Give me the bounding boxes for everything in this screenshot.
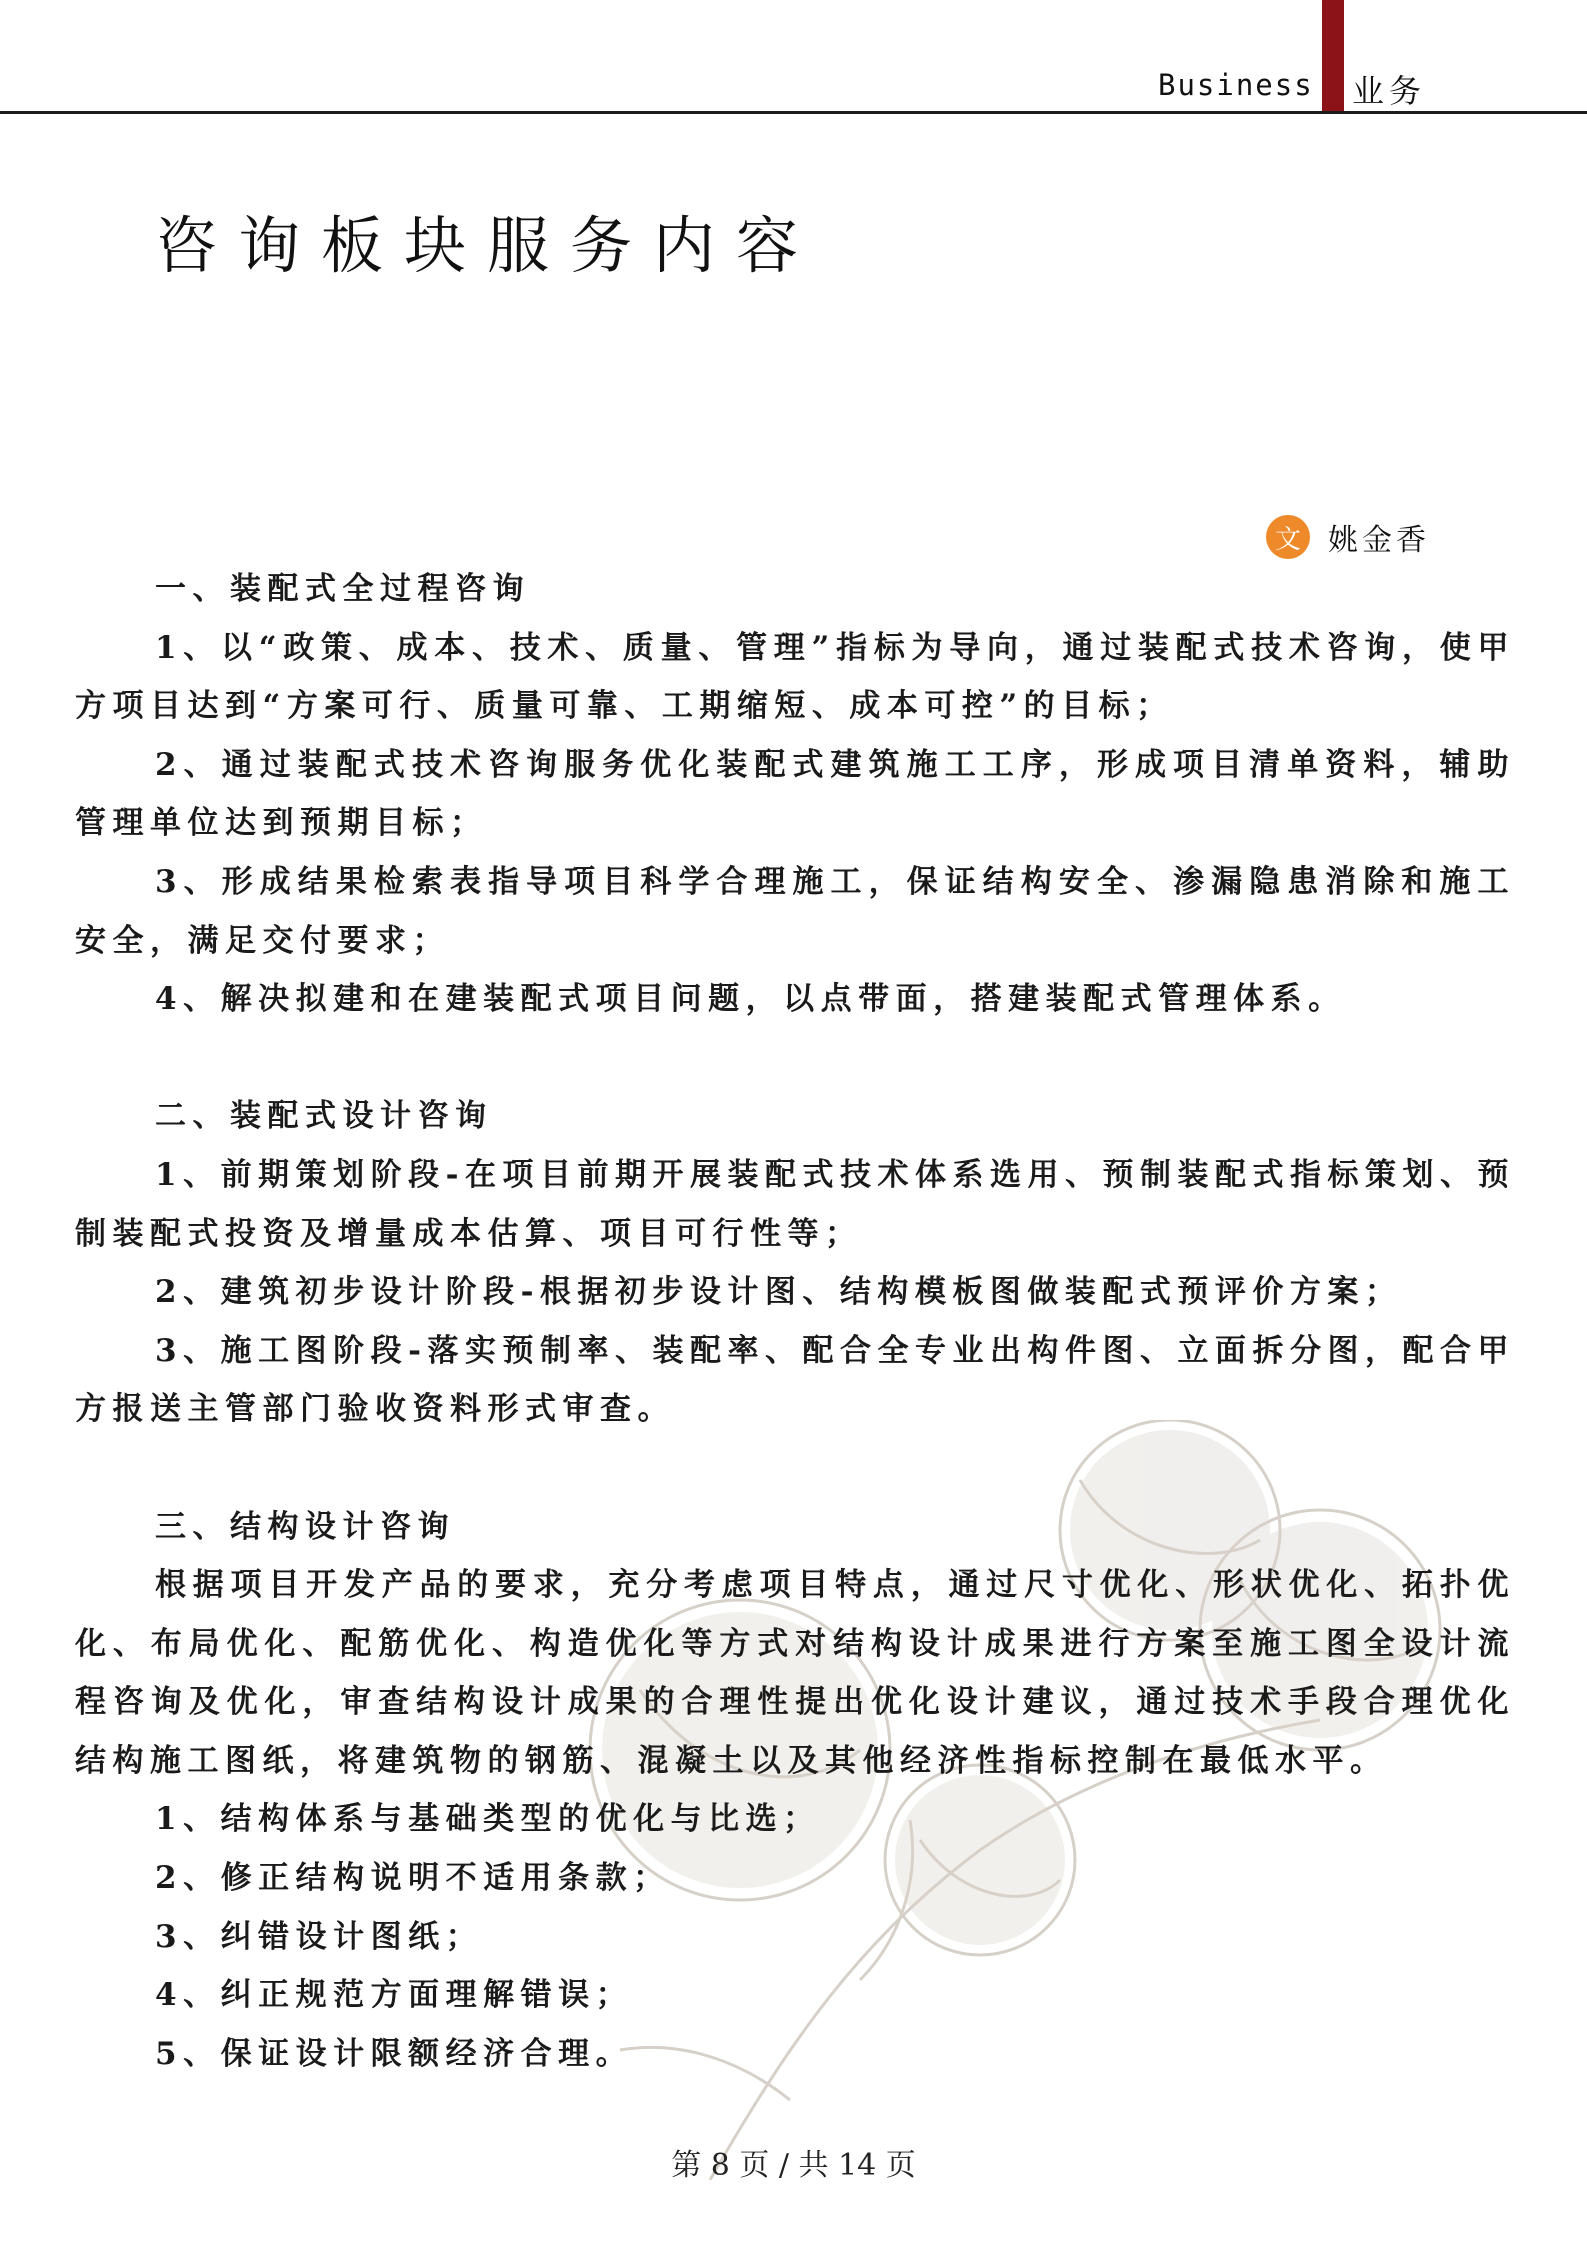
paragraph: 根据项目开发产品的要求，充分考虑项目特点，通过尺寸优化、形状优化、拓扑优化、布局优化、配筋优化、构造优化等方式对结构设计成果进行方案至施工图全设计流程咨询及优化，审查结构设计成果的合理性提出优化设计建议，通过技术手段合理优化结构施工图纸，将建筑物的钢筋、混凝土以及其他经济性指标控制在最低水平。 xyxy=(75,1567,1515,1779)
author-name: 姚金香 xyxy=(1328,523,1430,558)
paragraph: 2、建筑初步设计阶段-根据初步设计图、结构模板图做装配式预评价方案； xyxy=(155,1274,1403,1311)
author-badge-icon: 文 xyxy=(1266,515,1310,559)
paragraph: 3、形成结果检索表指导项目科学合理施工，保证结构安全、渗漏隐患消除和施工安全，满足交付要求； xyxy=(75,863,1515,959)
list-item: 2、修正结构说明不适用条款； xyxy=(155,1860,671,1897)
article-body xyxy=(75,560,1515,2083)
paragraph: 3、施工图阶段-落实预制率、装配率、配合全专业出构件图、立面拆分图，配合甲方报送主管部门验收资料形式审查。 xyxy=(75,1332,1515,1428)
paragraph: 2、通过装配式技术咨询服务优化装配式建筑施工工序，形成项目清单资料，辅助管理单位达到预期目标； xyxy=(75,746,1515,842)
header-rule xyxy=(0,111,1587,114)
header-accent-bar xyxy=(1322,0,1344,112)
list-item: 3、纠错设计图纸； xyxy=(155,1918,484,1955)
list-item: 1、结构体系与基础类型的优化与比选； xyxy=(155,1801,821,1838)
author-byline xyxy=(1266,515,1430,559)
paragraph: 1、以“政策、成本、技术、质量、管理”指标为导向，通过装配式技术咨询，使甲方项目达到“方案可行、质量可靠、工期缩短、成本可控”的目标； xyxy=(75,629,1515,725)
section-heading: 二、装配式设计咨询 xyxy=(155,1098,493,1135)
page-title: 咨询板块服务内容 xyxy=(155,209,820,282)
paragraph: 1、前期策划阶段-在项目前期开展装配式技术体系选用、预制装配式指标策划、预制装配式投资及增量成本估算、项目可行性等； xyxy=(75,1156,1515,1252)
list-item: 5、保证设计限额经济合理。 xyxy=(155,2035,634,2072)
section-heading: 一、装配式全过程咨询 xyxy=(155,571,530,607)
list-item: 4、纠正规范方面理解错误； xyxy=(155,1977,634,2014)
header-english-label: Business xyxy=(1158,68,1314,102)
paragraph: 4、解决拟建和在建装配式项目问题，以点带面，搭建装配式管理体系。 xyxy=(155,981,1346,1018)
header-chinese-label: 业务 xyxy=(1352,72,1427,110)
page-number: 第 8 页 / 共 14 页 xyxy=(671,2148,916,2183)
section-heading: 三、结构设计咨询 xyxy=(155,1508,455,1545)
